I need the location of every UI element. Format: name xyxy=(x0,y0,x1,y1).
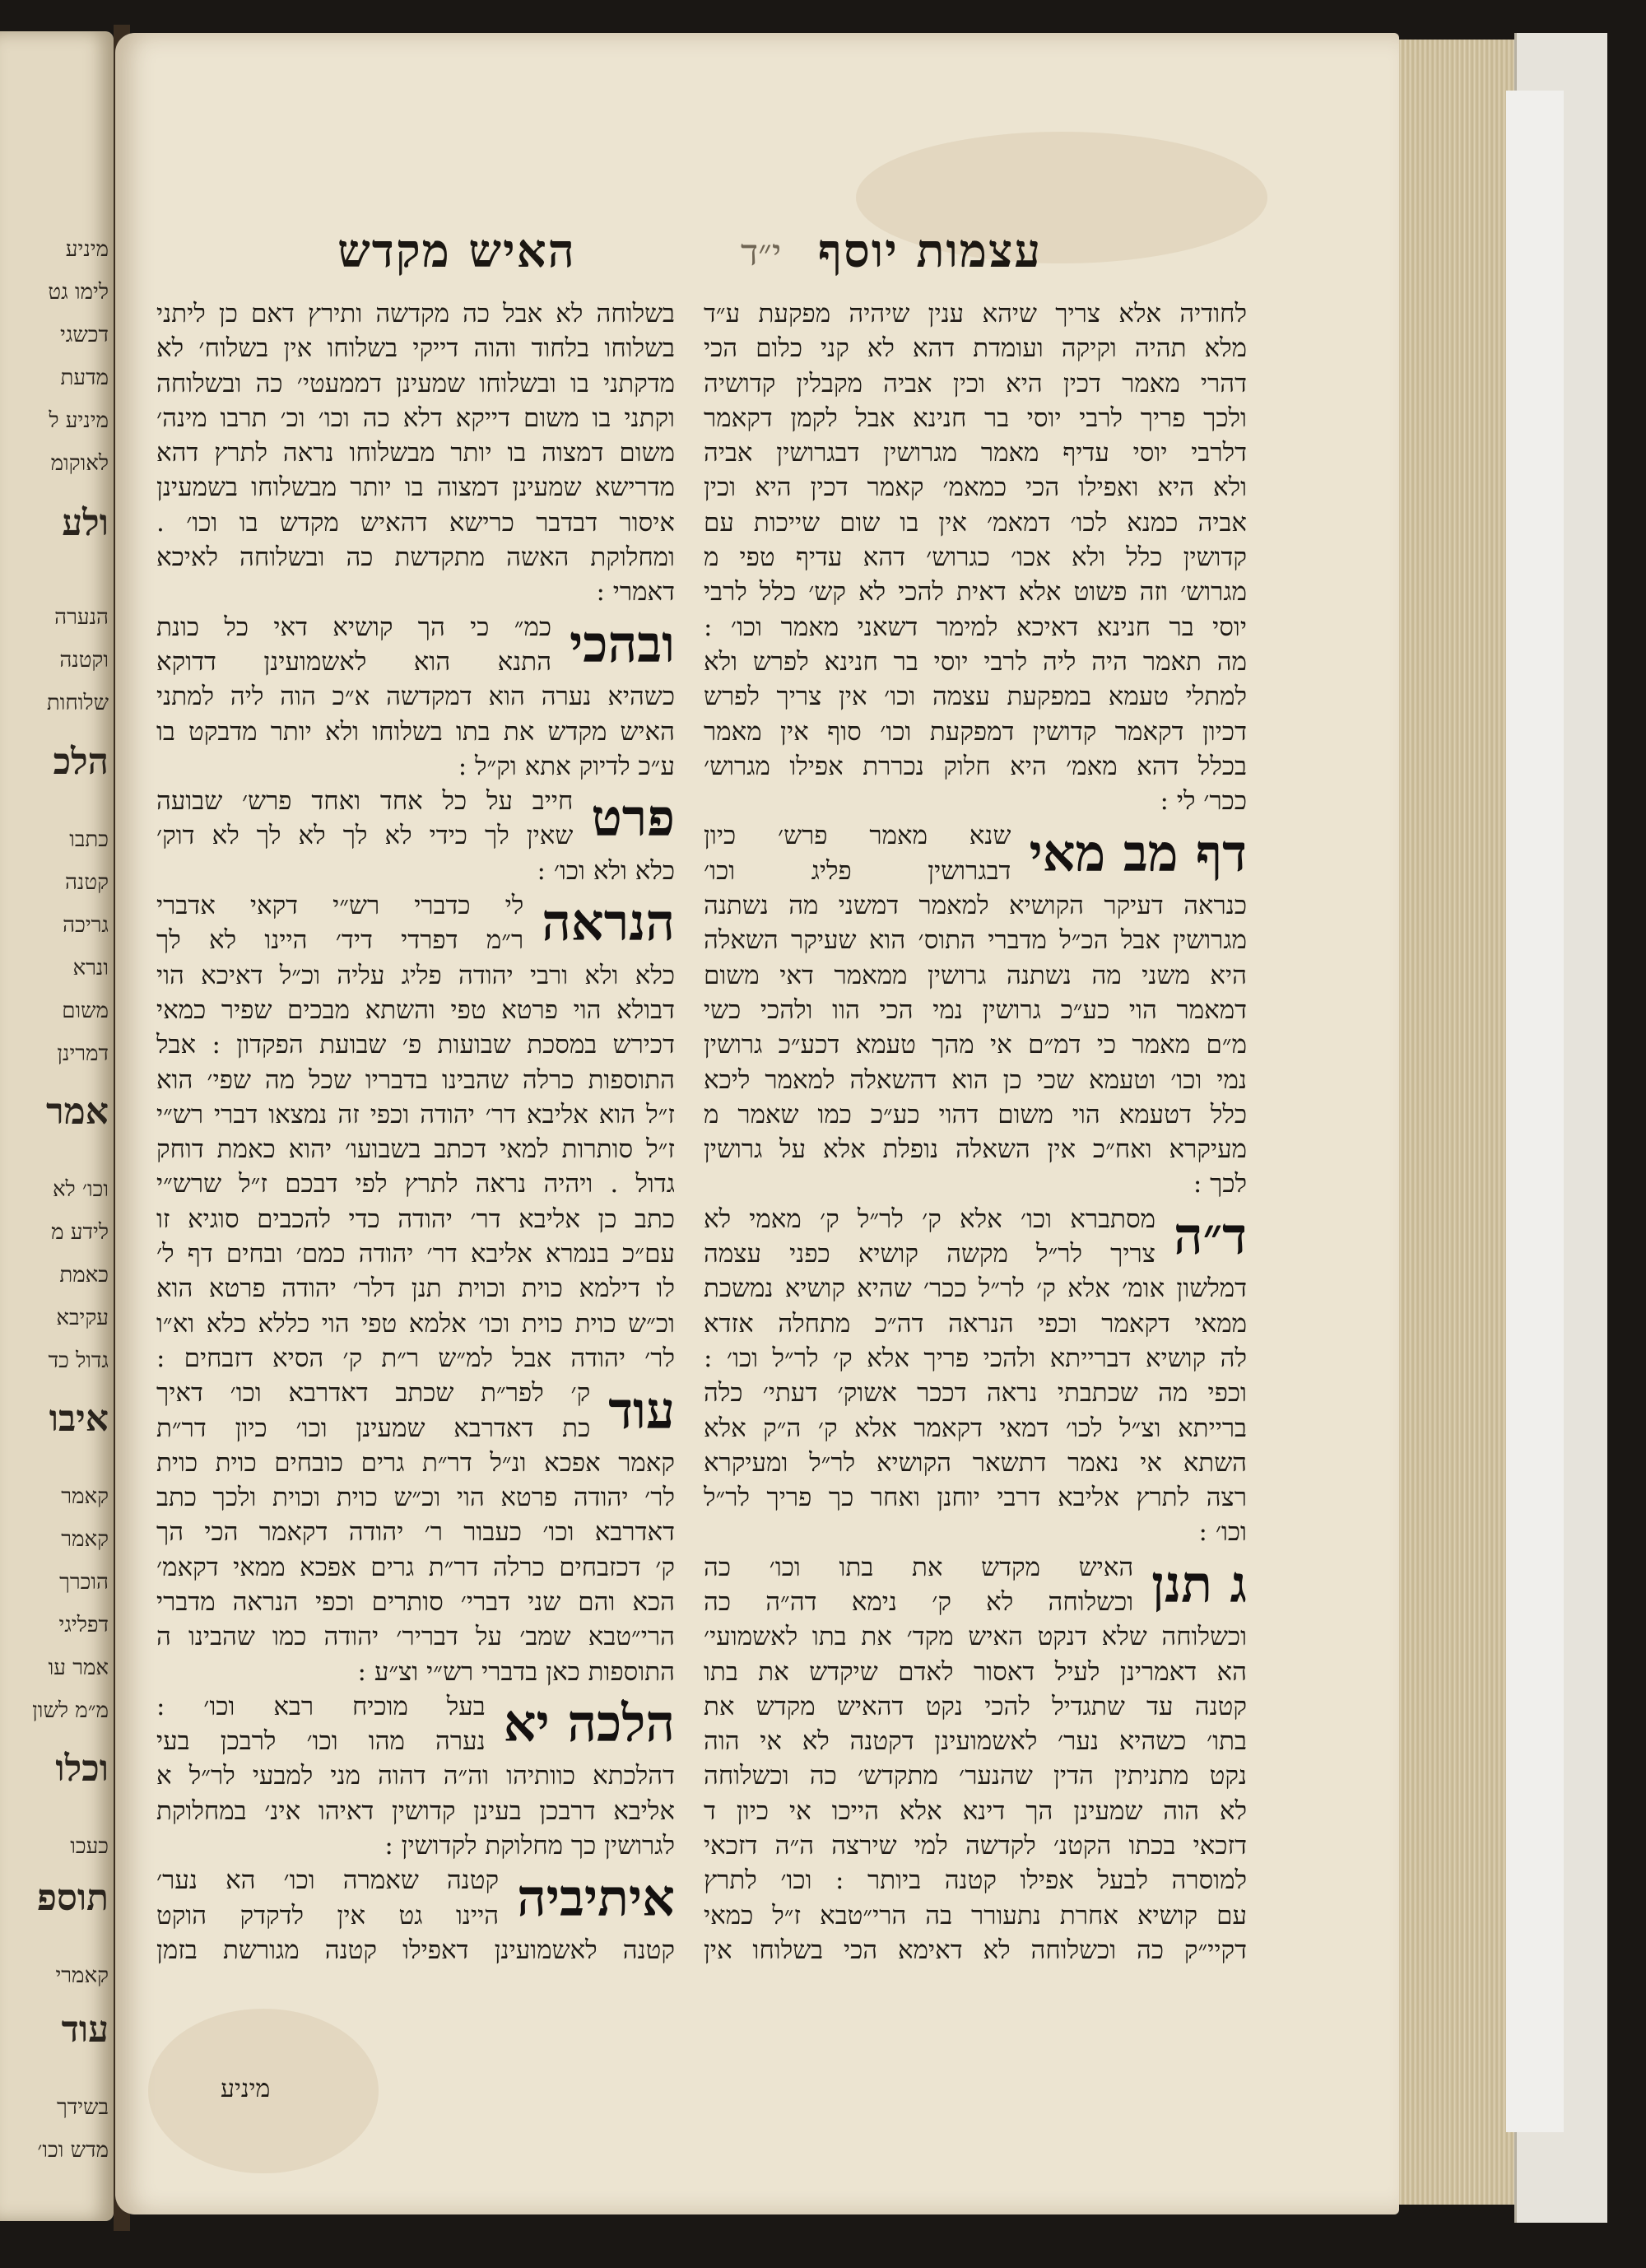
heading-side-lines xyxy=(156,784,573,854)
prev-page-fragment: אמר xyxy=(46,1091,109,1133)
text-line: כת דאדרבא שמעינן וכו׳ כיון דר״ת xyxy=(156,1413,591,1443)
text-line: מדרישא שמעינן דמצוה בו יותר מבשלוחו בשמעינן xyxy=(156,473,675,503)
prev-page-fragment: לימו גט xyxy=(48,280,109,305)
prev-page-fragment: וקטנה xyxy=(59,648,109,673)
text-line: בכלל דהא מאמ׳ היא חלוק נכררת אפילו מגרוש׳ xyxy=(704,751,1247,781)
text-line: וכשלוחה לא ק׳ נימא דה״ה כה xyxy=(704,1586,1134,1617)
text-line: גדול . ויהיה נראה לתרץ לפי דבכם ז״ל שרש״י xyxy=(156,1169,675,1199)
text-line: משום דמצוה בו יותר מבשלוחו נראה לתרץ דהא xyxy=(156,438,675,468)
heading-word: ובהכי xyxy=(570,613,675,674)
text-line: לר׳ יהודה פרטא הוי וכ״ש כוית וכוית ולכך כתב xyxy=(156,1483,675,1513)
text-line: היינו גט אין לדקדק הוקט xyxy=(156,1900,500,1930)
text-line: נקט מתניתין הדין שהנער׳ מתקדש׳ כה וכשלוחה xyxy=(704,1761,1247,1791)
text-line: ולא היא ואפילו הכי כמאמ׳ קאמר דכין היא וכין xyxy=(704,473,1247,503)
text-line: דהלכתא כוותיהו וה״ה דהוה מני למבעי לר״ל א xyxy=(156,1761,675,1791)
text-line: לה קושיא דברייתא ולהכי פריך אלא ק׳ לר״ל וכו׳ : xyxy=(704,1343,1247,1373)
text-line: יוסי בר חנינא דאיכא למימר דשאני מאמר וכו׳ : xyxy=(704,612,1247,642)
prev-page-fragment: בשידך xyxy=(56,2095,109,2120)
heading-side-lines xyxy=(704,1550,1133,1620)
text-line: ולכך פריך לרבי יוסי בר חנינא אבל לקמן דקאמר xyxy=(704,403,1247,433)
text-line: דבגרושין פליג וכו׳ xyxy=(704,855,1011,886)
prev-page-fragment: תוספ xyxy=(36,1877,109,1919)
prev-page-fragment: קטנה xyxy=(64,870,109,895)
text-line: כלא ולא וכו׳ : xyxy=(537,855,675,886)
text-line: בתו׳ כשהיא נער׳ לאשמועינן דקטנה לא אי הוה xyxy=(704,1726,1247,1757)
text-line: ומחלוקת האשה מתקדשת כה ובשלוחה לאיכא xyxy=(156,543,675,573)
prev-page-fragment: כאמת xyxy=(59,1263,109,1288)
text-line: הכא והם שני דברי׳ סותרים וכפי הנראה מדברי xyxy=(156,1586,675,1617)
dibbur-hamatchil-block xyxy=(156,784,675,854)
text-line: לא הוה שמעינן הך דינא אלא הייכו אי כיון ד xyxy=(704,1795,1247,1826)
heading-side-lines xyxy=(156,1376,590,1446)
page-edges xyxy=(1391,40,1518,2205)
text-line: קטנה עד שתגדיל להכי נקט דהאיש מקדש את xyxy=(704,1691,1247,1721)
prev-page-fragment: מדש וכו׳ xyxy=(37,2138,109,2163)
dibbur-hamatchil-block xyxy=(156,610,675,680)
dibbur-hamatchil-block xyxy=(704,1550,1247,1620)
text-line: מגרושין אבל הכ״ל מדברי התוס׳ הוא שעיקר השאלה xyxy=(704,925,1247,956)
text-line: בעל מוכיח רבא וכו׳ : xyxy=(156,1691,486,1721)
text-line: קדושין כלל ולא אכו׳ כגרוש׳ דהא עדיף טפי מ xyxy=(704,543,1247,573)
prev-page-fragment: לאוקומ xyxy=(50,451,109,476)
text-line: כשהיא נערה הוא דמקדשה א״כ הוה ליה למתני xyxy=(156,682,675,712)
previous-page-strip xyxy=(0,31,114,2221)
text-line: ק׳ דכזבחים כרלה דר״ת גרים אפכא ממאי דקאמ׳ xyxy=(156,1552,675,1582)
text-line: למוסרה לבעל אפילו קטנה ביותר : וכו׳ לתרץ xyxy=(704,1865,1247,1896)
heading-word: ד״ה xyxy=(1173,1206,1247,1267)
dibbur-hamatchil-block xyxy=(156,888,675,958)
text-line: דהרי מאמר דכין היא וכין אביה מקבלין קדושיה xyxy=(704,368,1247,398)
text-line: השתא אי נאמר דתשאר הקושיא לר״ל ומעיקרא xyxy=(704,1447,1247,1478)
text-line: וכו׳ : xyxy=(1198,1517,1247,1548)
text-line: רצה לתרץ אליבא דרבי יוחנן ואחר כך פריך לר״ל xyxy=(704,1483,1247,1513)
text-line: וכפי מה שכתבתי נראה דככר אשוק׳ דעתי׳ כלה xyxy=(704,1378,1247,1409)
text-line: התוספות כרלה שהבינו בדבריו שכל מה שפי׳ הוא xyxy=(156,1064,675,1095)
prev-page-fragment: מיניע ל xyxy=(49,408,109,433)
prev-page-fragment: משום xyxy=(62,999,109,1023)
text-line: כלא ולא ורבי יהודה פליג עליה וכ״ל דאיכא הוי xyxy=(156,960,675,990)
heading-word: הלכה יא xyxy=(503,1693,675,1754)
text-line: דמלשון אומ׳ אלא ק׳ לר״ל ככר׳ שהיא קושיא נמשכת xyxy=(704,1274,1247,1304)
cover-paper-strip xyxy=(1506,91,1564,2132)
text-line: עם קושיא אחרת נתעורר בה הרי״טבא ז״ל כמאי xyxy=(704,1900,1247,1930)
text-line: ז״ל סותרות למאי דכתב בשבועו׳ יהוא כאמת דוחק xyxy=(156,1134,675,1165)
text-line: לגרושין כך מחלוקת לקדושין : xyxy=(384,1831,675,1861)
text-line: מעיקרא ואח״כ אין השאלה נופלת אלא על גרושין xyxy=(704,1134,1247,1165)
text-line: הא דאמרינן לעיל דאסור לאדם שיקדש את בתו xyxy=(704,1656,1247,1687)
text-line: לחודיה אלא צריך שיהא ענין שיהיה מפקעת ע״ד xyxy=(704,299,1247,328)
dibbur-hamatchil-block xyxy=(156,1376,675,1446)
prev-page-fragment: מ״מ לשון xyxy=(32,1698,109,1723)
prev-page-fragment: קאמר xyxy=(61,1527,109,1552)
dibbur-hamatchil-block xyxy=(156,1689,675,1759)
text-line: כתב כן אליבא דר׳ יהודה כדי להכבים סוגיא זו xyxy=(156,1204,675,1234)
text-line: דבולא הוי פרטא טפי והשתא מבכים שפיר כמאי xyxy=(156,994,675,1025)
prev-page-fragment: גריכה xyxy=(63,913,109,938)
prev-page-fragment: ונרא xyxy=(72,956,109,980)
prev-page-fragment: שלוחות xyxy=(46,691,109,715)
text-line: דזכאי בכתו הקטנ׳ לקדשה למי שירצה ה״ה דזכאי xyxy=(704,1831,1247,1861)
heading-word: דף מב מאי xyxy=(1029,822,1247,883)
heading-word: פרט xyxy=(591,788,675,849)
text-line: נמי וכו׳ וטעמא שכי כן הוא דהשאלה למאמר ליכא xyxy=(704,1064,1247,1095)
text-line: לו דילמא כוית וכוית תנן דלר׳ יהודה פרטא הוא xyxy=(156,1274,675,1304)
text-line: לר׳ יהודה אבל למ״ש ר״ת ק׳ הסיא דזבחים : xyxy=(156,1343,675,1373)
text-line: כמ״ כי הך קושיא דאי כל כונת xyxy=(156,612,552,642)
text-line: שנא מאמר פרש׳ כיון xyxy=(704,821,1011,851)
left-running-header: האיש מקדש xyxy=(337,224,576,278)
prev-page-fragment: מיניע xyxy=(65,237,109,262)
text-line: מגרוש׳ וזה פשוט אלא דאית להכי לא קש׳ כלל לרבי xyxy=(704,577,1247,608)
text-line: קאמר אפכא ונ״ל דר״ת גרים כובחים כוית כוית xyxy=(156,1447,675,1478)
prev-page-fragment: גדול כד xyxy=(48,1348,109,1373)
text-line: דכיון דקאמר קדושין דמפקעת וכו׳ סוף אין מאמר xyxy=(704,716,1247,747)
heading-word: ג תנן xyxy=(1151,1553,1247,1614)
dibbur-hamatchil-block xyxy=(156,1863,675,1933)
text-line: ז״ל הוא אליבא דר׳ יהודה וכפי זה נמצאו דברי רש״י xyxy=(156,1099,675,1129)
prev-page-fragment: וכו׳ לא xyxy=(52,1177,109,1202)
heading-side-lines xyxy=(156,888,523,958)
heading-side-lines xyxy=(156,610,551,680)
heading-word: איתיביה xyxy=(517,1867,675,1928)
text-line: האיש מקדש את בתו בשלוחו ולא יותר מדבקט בו xyxy=(156,716,675,747)
text-line: מה תאמר היה ליה לרבי יוסי בר חנינא לפרש ולא xyxy=(704,646,1247,677)
heading-side-lines xyxy=(704,818,1011,888)
prev-page-fragment: דכשגי xyxy=(59,323,109,347)
prev-page-fragment: לידע מ xyxy=(51,1220,109,1245)
prev-page-fragment: עוד xyxy=(61,2009,109,2051)
heading-side-lines xyxy=(156,1689,486,1759)
text-line: חייב על כל אחד ואחד פרש׳ שבועה xyxy=(156,786,574,817)
text-line: נערה מהו וכו׳ לרבכן בעי xyxy=(156,1726,486,1757)
text-line: וכשלוחה שלא דנקט האיש מקד׳ את בתו לאשמועי׳ xyxy=(704,1622,1247,1652)
text-line: כלל דטעמא הוי משום דהוי כע״כ כמו שאמר מ xyxy=(704,1099,1247,1129)
text-line: עם״כ בנמרא אליבא דר׳ יהודה כמם׳ ובחים דף ל׳ xyxy=(156,1239,675,1269)
text-line: דאמרי : xyxy=(596,577,675,608)
text-line: דמאמר הוי כע״כ גרושין נמי הכי הוו ולהכי כשי xyxy=(704,994,1247,1025)
text-line: התוספות כאן בדברי רש״י וצ״ע : xyxy=(357,1656,675,1687)
heading-side-lines xyxy=(156,1863,499,1933)
text-line: ר״מ דפרדי דיד׳ היינו לא לך xyxy=(156,925,524,956)
text-line: למתלי טעמא במפקעת עצמה וכו׳ אין צריך לפרש xyxy=(704,682,1247,712)
right-running-header: עצמות יוסף xyxy=(817,224,1043,278)
prev-page-fragment: הוכרך xyxy=(59,1570,109,1595)
text-line: ע״כ לדיוק אתא וק״ל : xyxy=(458,751,675,781)
text-line: איסור דבדבר כרישא דהאיש מקדש בו וכו׳ . xyxy=(156,507,675,538)
text-line: ממאי דקאמר וכפי הנראה דה״כ מתחלה אזדא xyxy=(704,1308,1247,1339)
text-line: בשלוחה לא אבל כה מקדשה ותירץ דאם כן ליתני xyxy=(156,299,675,328)
prev-page-fragment: הלכ xyxy=(53,741,109,783)
text-line: מלא תהיה וקיקה ועומדת דהא לא קני כלום הכי xyxy=(704,333,1247,364)
text-line: כנראה דעיקר הקושיא למאמר דמשני מה נשתנה xyxy=(704,891,1247,921)
text-line: קטנה שאמרה וכו׳ הא נער׳ xyxy=(156,1865,500,1896)
heading-word: עוד xyxy=(608,1380,675,1441)
text-line: מסתברא וכו׳ אלא ק׳ לר״ל ק׳ מאמי לא xyxy=(704,1204,1155,1234)
text-line: דקיי״ק כה וכשלוחה לא דאימא הכי בשלוחו אין xyxy=(704,1935,1247,1965)
heading-side-lines xyxy=(704,1202,1155,1272)
text-line: מ״ם מאמר כי דמ״ם אי מהך טעמא דכע״כ גרושין xyxy=(704,1030,1247,1060)
prev-page-fragment: קאמרי xyxy=(55,1963,109,1988)
text-line: אליבא דרבכן בעינן קדושין דאיהו אינ׳ במחלוקת xyxy=(156,1795,675,1826)
text-line: וכ״ש כוית כוית וכו׳ אלמא טפי הוי כללא כלא וא״ו xyxy=(156,1308,675,1339)
text-line: שאין לך כידי לא לך לא לך לא דוק׳ xyxy=(156,821,574,851)
text-line: לכך : xyxy=(1193,1169,1247,1199)
prev-page-fragment: הנערה xyxy=(54,605,109,630)
folio-number: י״ד xyxy=(741,232,782,274)
prev-page-fragment: איבו xyxy=(49,1398,109,1440)
prev-page-fragment: דמרינן xyxy=(57,1041,109,1066)
prev-page-fragment: מדעת xyxy=(60,366,109,390)
left-text-column xyxy=(156,296,675,1968)
catchword: מיניע xyxy=(221,2075,271,2103)
text-line: צריך לר״ל מקשה קושיא כפני עצמה xyxy=(704,1239,1155,1269)
text-line: ככר׳ לי : xyxy=(1160,786,1247,817)
prev-page-fragment: כעכו xyxy=(70,1834,109,1859)
text-line: האיש מקדש את בתו וכו׳ כה xyxy=(704,1552,1134,1582)
text-line: דכירש במסכת שבועות פ׳ שבועת הפקדון : אבל xyxy=(156,1030,675,1060)
prev-page-fragment: אמר עו xyxy=(48,1656,109,1680)
prev-page-fragment: קאמר xyxy=(61,1484,109,1509)
text-line: בשלוחו בלחוד והוה דייקי בשלוחו אין בשלוח׳ לא xyxy=(156,333,675,364)
heading-word: הנראה xyxy=(542,892,675,953)
prev-page-fragment: דפליגי xyxy=(58,1613,109,1637)
text-line: מדקתני בו ובשלוחו שמעינן דממעטי׳ כה ובשלוחה xyxy=(156,368,675,398)
text-line: ק׳ לפר״ת שכתב דאדרבא וכו׳ דאיך xyxy=(156,1378,591,1409)
text-line: אביה כמנא לכו׳ דמאמ׳ אין בו שום שייכות עם xyxy=(704,507,1247,538)
text-line: הרי״טבא שמב׳ על דבריר׳ יהודה כמו שהבינו ה xyxy=(156,1622,675,1652)
prev-page-fragment: כתבו xyxy=(69,827,109,852)
text-line: לי כדברי רש״י דקאי אדברי xyxy=(156,891,524,921)
prev-page-fragment: וכלו xyxy=(55,1748,109,1790)
text-line: ברייתא וצ״ל לכו׳ דמאי דקאמר אלא ק׳ ה״ק אלא xyxy=(704,1413,1247,1443)
prev-page-fragment: עקיבא xyxy=(56,1306,109,1330)
text-line: התנא הוא לאשמועינן דדוקא xyxy=(156,646,552,677)
prev-page-fragment: ולע xyxy=(62,502,109,544)
dibbur-hamatchil-block xyxy=(704,1202,1247,1272)
text-line: קטנה לאשמועינן דאפילו קטנה מגורשת בזמן xyxy=(156,1935,675,1965)
text-line: דלרבי יוסי עדיף מאמר מגרושין דבגרושין אביה xyxy=(704,438,1247,468)
dibbur-hamatchil-block xyxy=(704,818,1247,888)
text-line: דאדרבא וכו׳ כעבור ר׳ יהודה דקאמר הכי הך xyxy=(156,1517,675,1548)
text-line: היא משני מה נשתנה גרושין ממאמר דאי משום xyxy=(704,960,1247,990)
right-text-column xyxy=(704,296,1247,1968)
text-line: וקתני בו משום דייקא דלא כה וכו׳ וכ׳ תרבו מינה׳ xyxy=(156,403,675,433)
